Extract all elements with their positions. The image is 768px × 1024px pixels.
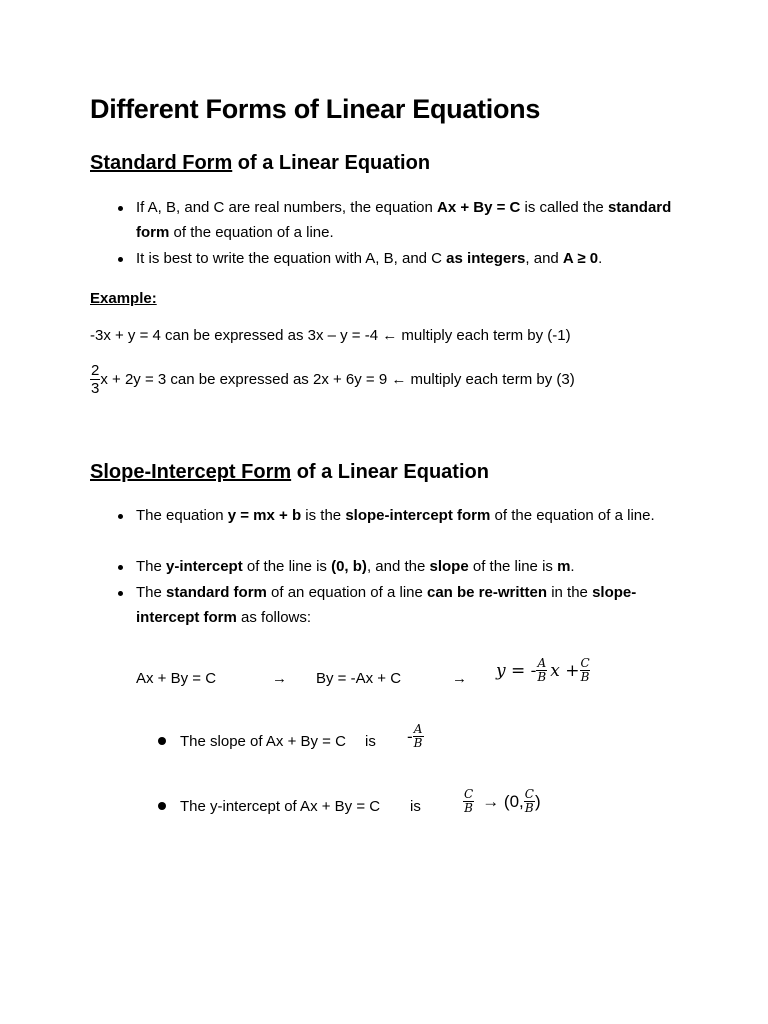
- is-label: is: [365, 733, 376, 750]
- standard-form-heading-rest: of a Linear Equation: [232, 152, 431, 174]
- y-intercept-text: The y-intercept of Ax + By = C: [180, 798, 381, 815]
- arrow-right-icon: →: [272, 670, 287, 687]
- arrow-right-icon: →: [452, 670, 467, 687]
- example-2: $\frac{2}{3}$ x + 2y = 3 can be expressed as 2x + 6y = 9 ← multiply each term by (3): [91, 362, 575, 397]
- fraction-c-over-b: $\frac{C}{B}$: [464, 787, 474, 815]
- slope-intercept-heading-rest: of a Linear Equation: [291, 461, 489, 483]
- is-label: is: [410, 798, 421, 815]
- bullet-dot-icon: [158, 737, 166, 745]
- fraction-c-over-b: $\frac{C}{B}$: [524, 787, 534, 815]
- slope-value: - $\frac{A}{B}$: [407, 722, 423, 750]
- bullet-dot-icon: [118, 565, 123, 570]
- bullet-dot-icon: [158, 802, 166, 810]
- standard-form-heading: [90, 152, 430, 175]
- equation-slope-intercept: y = - $\frac{A}{B}$ x + $\frac{C}{B}$: [496, 656, 590, 684]
- slope-bullet-1: The equation y = mx + b is the slope-intercept form of the equation of a line.: [136, 507, 655, 524]
- bullet-dot-icon: [118, 257, 123, 262]
- standard-form-heading-underlined: Standard Form: [90, 152, 233, 174]
- fraction-two-thirds: $\frac{2}{3}$: [91, 362, 100, 397]
- standard-bullet-2: It is best to write the equation with A, B, and C as integers, and A ≥ 0.: [136, 250, 603, 267]
- fraction-c-over-b: $\frac{C}{B}$: [580, 656, 590, 684]
- slope-bullet-3: The standard form of an equation of a line can be re-written in the slope-intercept form as follows:: [136, 584, 637, 626]
- bullet-dot-icon: [118, 206, 123, 211]
- standard-bullet-1: If A, B, and C are real numbers, the equation Ax + By = C is called the standard form of the equation of a line.: [136, 199, 672, 241]
- slope-intercept-heading-underlined: Slope-Intercept Form: [90, 461, 292, 483]
- example-label: Example:: [90, 290, 157, 307]
- page-title: Different Forms of Linear Equations: [90, 94, 541, 124]
- fraction-a-over-b: $\frac{A}{B}$: [537, 656, 547, 684]
- slope-bullet-2: The y-intercept of the line is (0, b), and the slope of the line is m.: [136, 558, 575, 575]
- slope-of-line-text: The slope of Ax + By = C: [180, 733, 346, 750]
- equation-standard: Ax + By = C: [136, 670, 217, 687]
- y-intercept-value: $\frac{C}{B}$ → (0, $\frac{C}{B}$ ): [464, 787, 541, 815]
- slope-intercept-heading: [90, 461, 489, 484]
- bullet-dot-icon: [118, 591, 123, 596]
- fraction-a-over-b: $\frac{A}{B}$: [413, 722, 423, 750]
- bullet-dot-icon: [118, 514, 123, 519]
- equation-by: By = -Ax + C: [316, 670, 402, 687]
- example-1: -3x + y = 4 can be expressed as 3x – y = -4 ← multiply each term by (-1): [90, 327, 571, 344]
